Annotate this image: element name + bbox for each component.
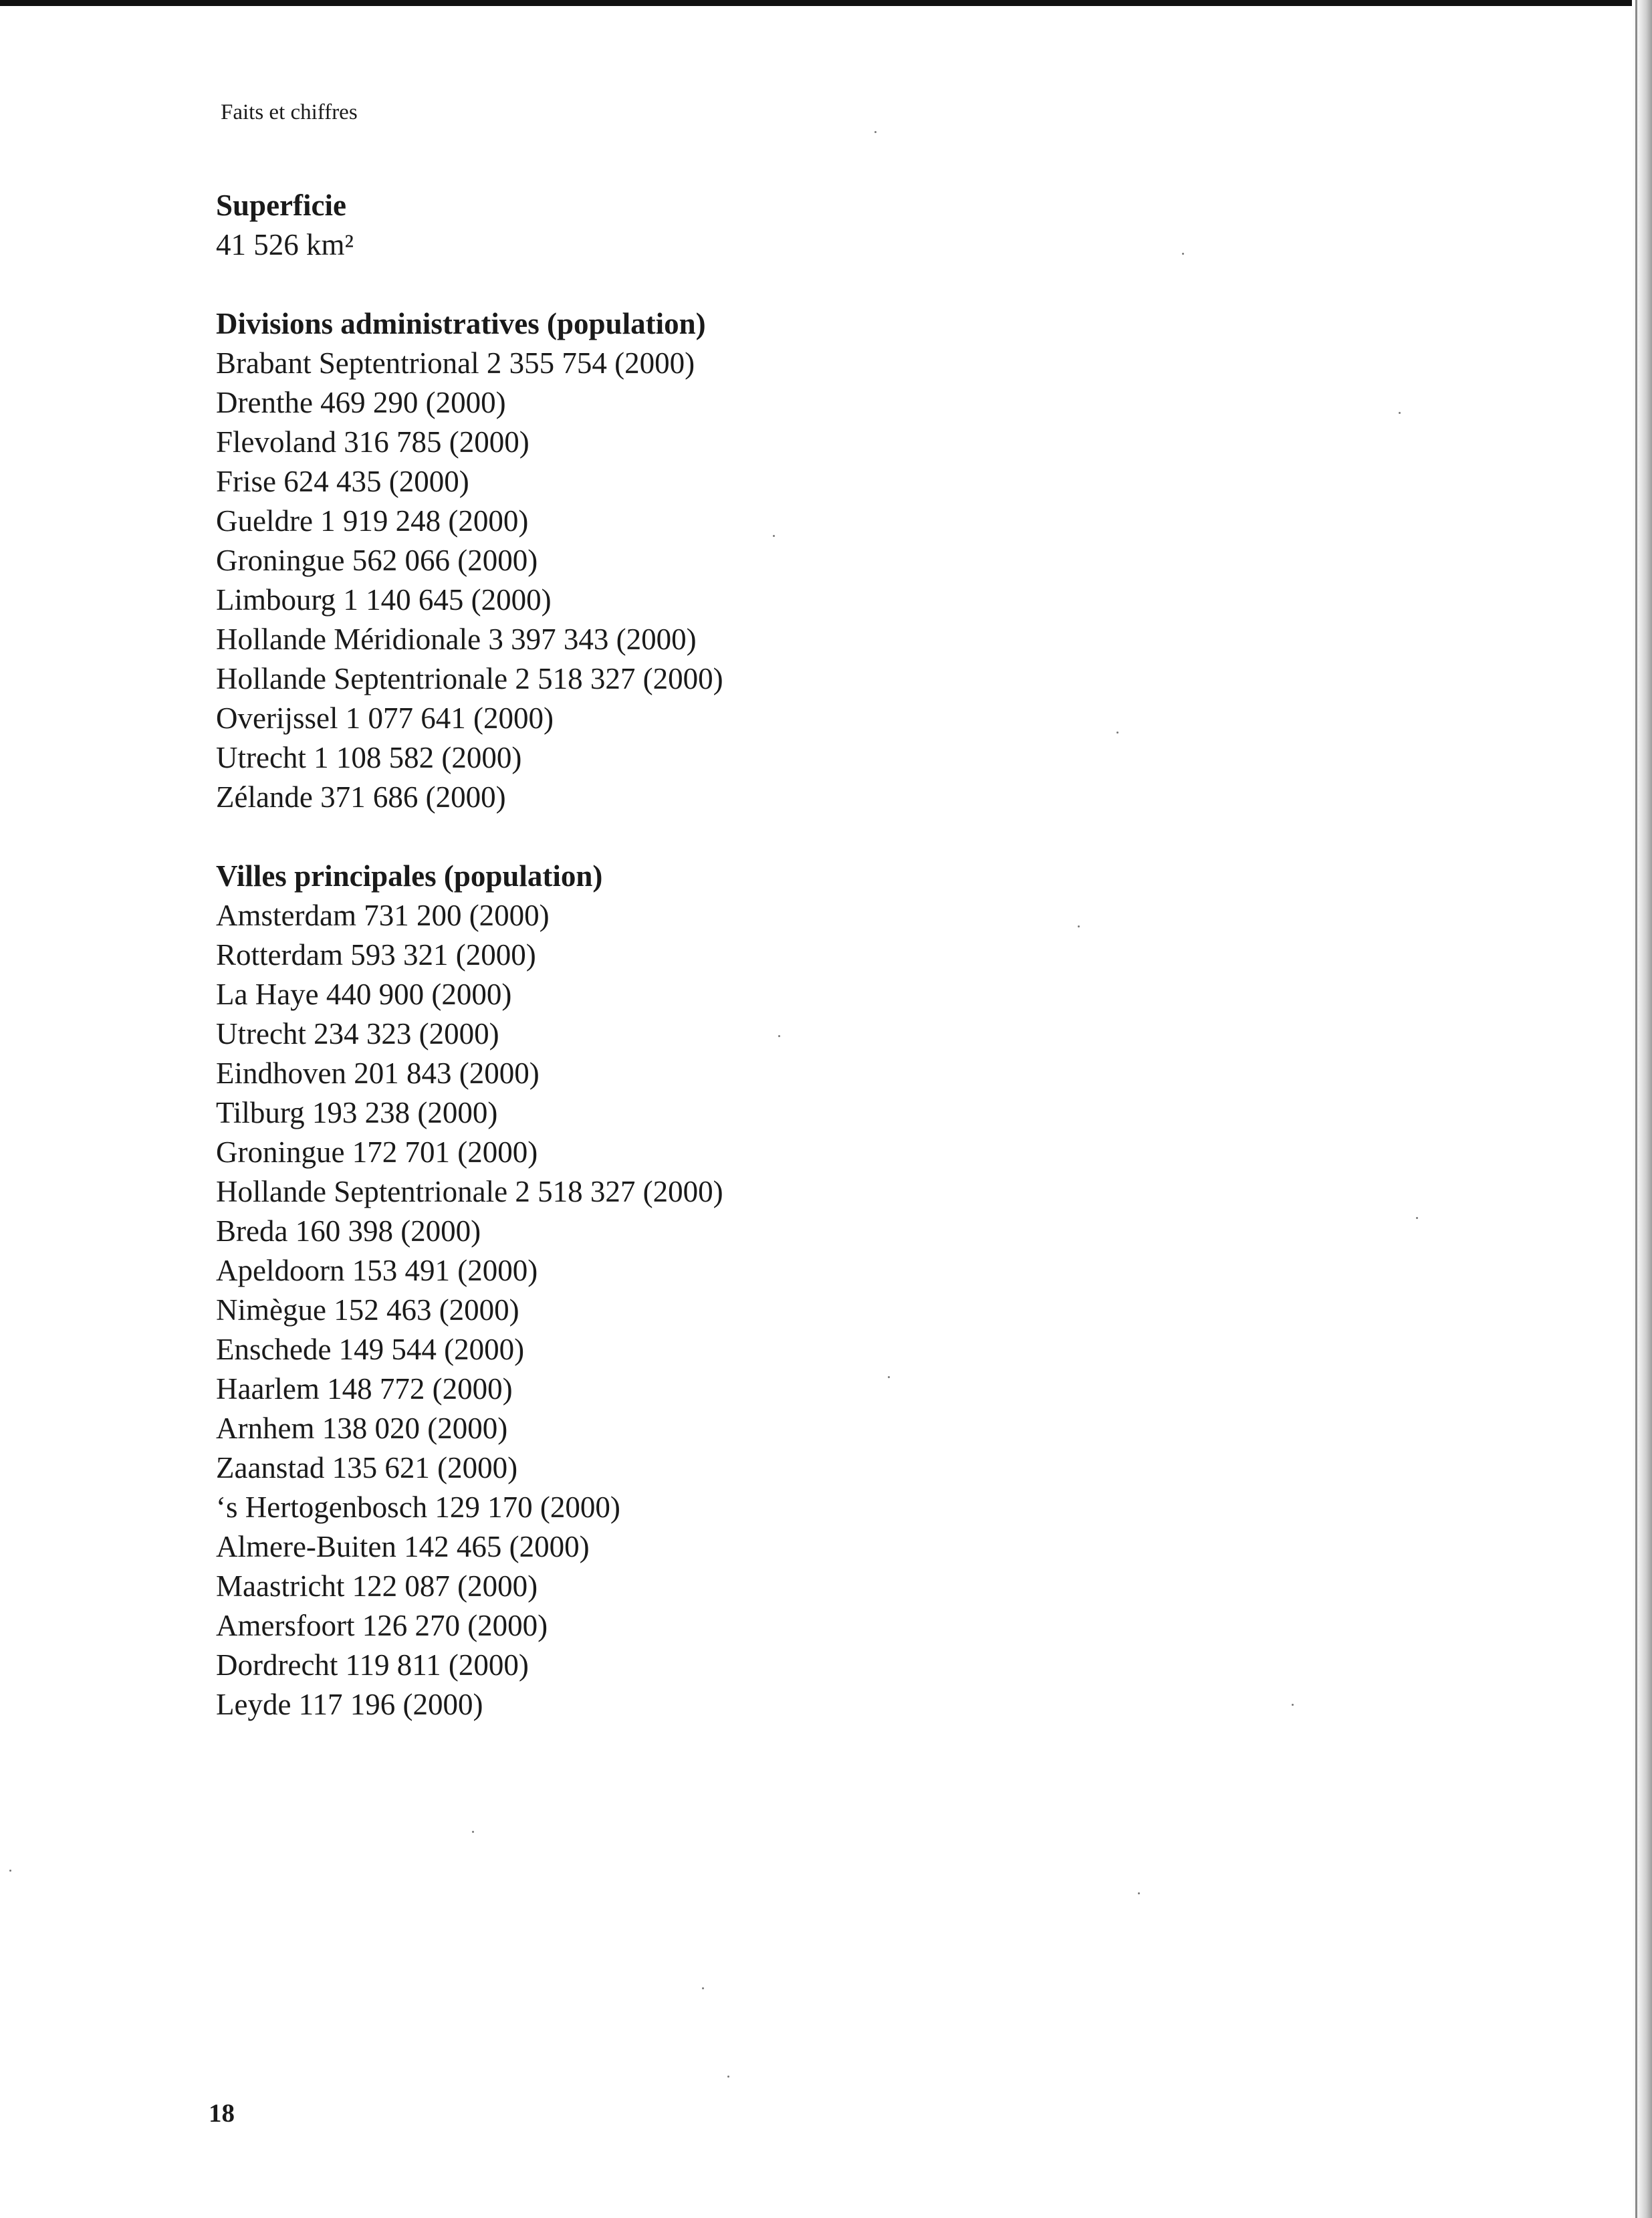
city-item: Breda 160 398 (2000) [216, 1214, 481, 1248]
scan-top-border [0, 0, 1652, 6]
division-item: Limbourg 1 140 645 (2000) [216, 583, 552, 617]
scan-speck [9, 1870, 11, 1872]
division-item: Hollande Méridionale 3 397 343 (2000) [216, 623, 697, 656]
division-item: Flevoland 316 785 (2000) [216, 425, 529, 459]
scan-speck [1292, 1704, 1294, 1706]
scan-speck [472, 1831, 474, 1833]
city-item: ‘s Hertogenbosch 129 170 (2000) [216, 1490, 620, 1524]
division-item: Utrecht 1 108 582 (2000) [216, 741, 522, 774]
division-item: Frise 624 435 (2000) [216, 465, 469, 498]
villes-section [216, 857, 1286, 1725]
division-item: Zélande 371 686 (2000) [216, 780, 506, 814]
division-item: Brabant Septentrional 2 355 754 (2000) [216, 346, 695, 380]
running-header: Faits et chiffres [221, 100, 358, 124]
city-item: Maastricht 122 087 (2000) [216, 1569, 538, 1603]
scan-right-edge-line [1635, 0, 1637, 2218]
facts-content [216, 186, 1286, 1764]
division-item: Overijssel 1 077 641 (2000) [216, 701, 554, 735]
division-item: Groningue 562 066 (2000) [216, 544, 538, 577]
city-item: Tilburg 193 238 (2000) [216, 1096, 498, 1129]
city-item: Haarlem 148 772 (2000) [216, 1372, 513, 1406]
city-item: Hollande Septentrionale 2 518 327 (2000) [216, 1175, 723, 1208]
city-item: Utrecht 234 323 (2000) [216, 1017, 499, 1050]
city-item: Almere-Buiten 142 465 (2000) [216, 1530, 590, 1563]
city-item: Zaanstad 135 621 (2000) [216, 1451, 518, 1484]
page-number: 18 [209, 2099, 235, 2128]
city-item: Amsterdam 731 200 (2000) [216, 899, 550, 932]
section-heading: Superficie [216, 189, 346, 222]
city-item: Nimègue 152 463 (2000) [216, 1293, 519, 1327]
city-item: Enschede 149 544 (2000) [216, 1333, 525, 1366]
city-item: Amersfoort 126 270 (2000) [216, 1609, 548, 1642]
scan-speck [874, 131, 876, 133]
division-item: Gueldre 1 919 248 (2000) [216, 504, 529, 538]
scan-speck [727, 2076, 729, 2078]
division-item: Drenthe 469 290 (2000) [216, 386, 506, 419]
division-item: Hollande Septentrionale 2 518 327 (2000) [216, 662, 723, 695]
city-item: Arnhem 138 020 (2000) [216, 1412, 508, 1445]
scan-speck [1399, 412, 1401, 414]
city-item: Groningue 172 701 (2000) [216, 1135, 538, 1169]
section-heading: Divisions administratives (population) [216, 307, 706, 340]
city-item: Apeldoorn 153 491 (2000) [216, 1254, 538, 1287]
scan-speck [1416, 1217, 1418, 1219]
city-item: Leyde 117 196 (2000) [216, 1688, 483, 1721]
divisions-section [216, 304, 1286, 817]
city-item: Dordrecht 119 811 (2000) [216, 1648, 529, 1682]
city-item: Eindhoven 201 843 (2000) [216, 1057, 540, 1090]
scan-speck [702, 1987, 704, 1989]
superficie-section [216, 186, 1286, 265]
scan-speck [1138, 1892, 1140, 1894]
city-item: La Haye 440 900 (2000) [216, 978, 512, 1011]
section-heading: Villes principales (population) [216, 859, 603, 893]
city-item: Rotterdam 593 321 (2000) [216, 938, 536, 972]
superficie-value: 41 526 km² [216, 228, 354, 261]
